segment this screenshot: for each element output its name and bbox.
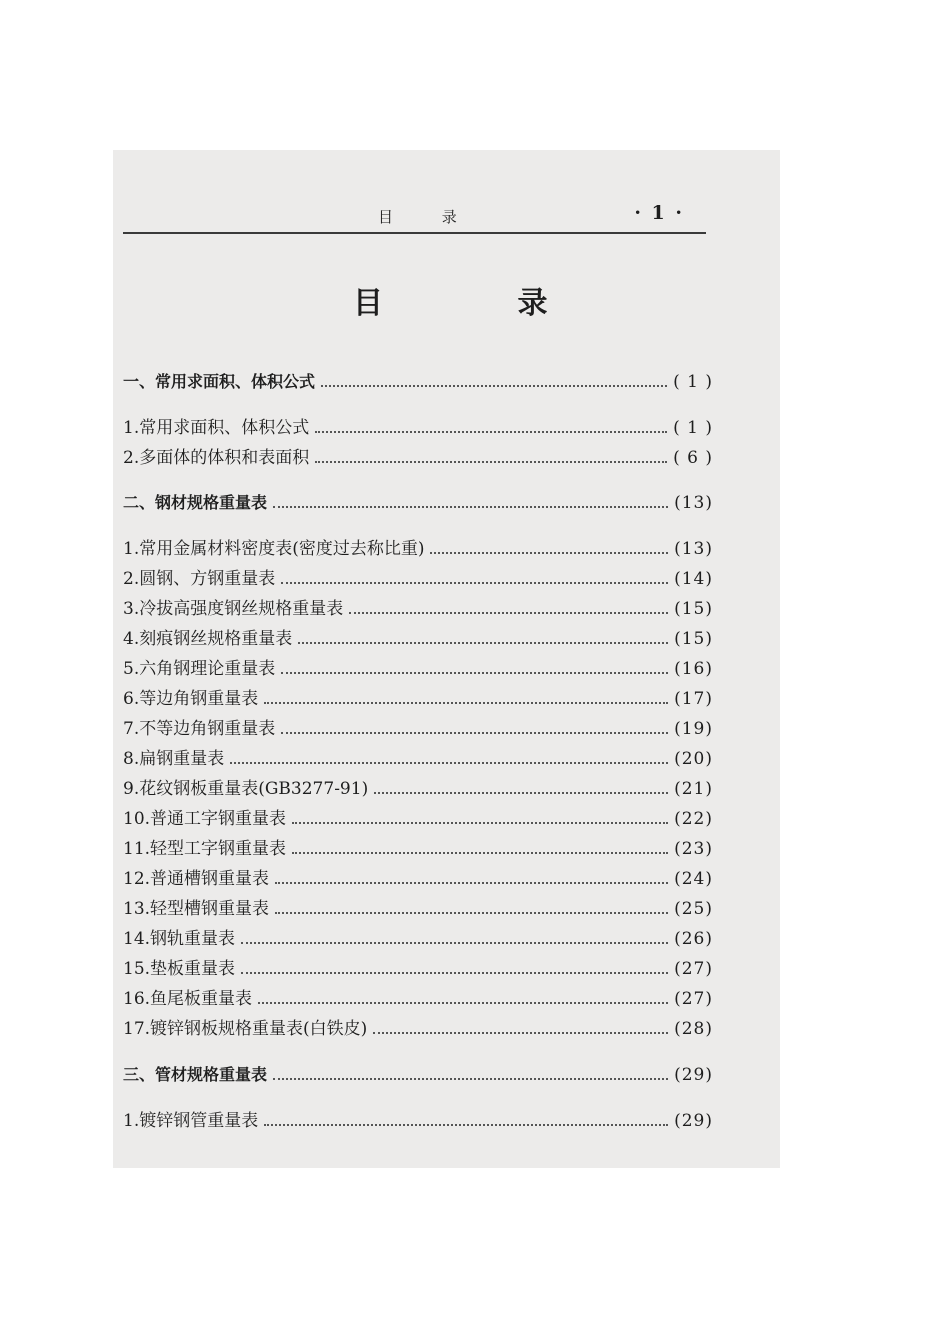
scanned-page	[113, 150, 780, 1168]
toc-label: 9.花纹钢板重量表(GB3277-91)	[123, 779, 369, 799]
toc-label: 13.轻型槽钢重量表	[123, 899, 270, 919]
toc-entry	[123, 1105, 713, 1131]
toc-label: 1.常用金属材料密度表(密度过去称比重)	[123, 539, 425, 559]
toc-entry	[123, 563, 713, 589]
toc-page-number: ( 1 )	[673, 418, 713, 438]
toc-entry	[123, 923, 713, 949]
dot-leader	[298, 642, 668, 644]
dot-leader	[281, 672, 668, 674]
toc-label: 10.普通工字钢重量表	[123, 809, 287, 829]
toc-label: 4.刻痕钢丝规格重量表	[123, 629, 293, 649]
toc-page-number: (13)	[674, 539, 713, 559]
header-title: 目 录	[378, 208, 479, 226]
toc-page-number: (15)	[674, 629, 713, 649]
toc-page-number: (21)	[674, 779, 713, 799]
dot-leader	[315, 431, 667, 433]
toc-page-number: ( 6 )	[673, 448, 713, 468]
toc-entry	[123, 893, 713, 919]
toc-entry	[123, 593, 713, 619]
toc-page-number: (22)	[674, 809, 713, 829]
toc-entry	[123, 683, 713, 709]
dot-leader	[241, 942, 668, 944]
toc-entry	[123, 863, 713, 889]
toc-entry	[123, 713, 713, 739]
toc-page-number: (23)	[674, 839, 713, 859]
dot-leader	[373, 1032, 668, 1034]
toc-page-number: (17)	[674, 689, 713, 709]
toc-entry	[123, 983, 713, 1009]
dot-leader	[292, 852, 668, 854]
toc-section	[123, 487, 713, 513]
toc-entry	[123, 743, 713, 769]
toc-label: 二、钢材规格重量表	[123, 493, 268, 512]
dot-leader	[430, 552, 668, 554]
running-header	[123, 202, 706, 234]
toc-entry	[123, 833, 713, 859]
toc-label: 15.垫板重量表	[123, 959, 236, 979]
toc-entry	[123, 953, 713, 979]
toc-label: 8.扁钢重量表	[123, 749, 225, 769]
dot-leader	[230, 762, 668, 764]
toc-page-number: (20)	[674, 749, 713, 769]
toc-label: 一、常用求面积、体积公式	[123, 372, 316, 391]
toc-label: 5.六角钢理论重量表	[123, 659, 276, 679]
toc-page-number: (13)	[674, 493, 713, 513]
dot-leader	[281, 582, 668, 584]
toc-label: 三、管材规格重量表	[123, 1065, 268, 1084]
page-title: 目 录	[353, 286, 610, 321]
toc-page-number: (29)	[674, 1111, 713, 1131]
toc-page-number: (16)	[674, 659, 713, 679]
dot-leader	[292, 822, 668, 824]
dot-leader	[275, 882, 668, 884]
dot-leader	[273, 1078, 668, 1080]
toc-label: 7.不等边角钢重量表	[123, 719, 276, 739]
toc-entry	[123, 803, 713, 829]
toc-page-number: (14)	[674, 569, 713, 589]
toc-page-number: (19)	[674, 719, 713, 739]
dot-leader	[264, 702, 668, 704]
dot-leader	[374, 792, 668, 794]
toc-page-number: (24)	[674, 869, 713, 889]
toc-page-number: (26)	[674, 929, 713, 949]
toc-section	[123, 366, 713, 392]
toc-label: 16.鱼尾板重量表	[123, 989, 253, 1009]
toc-page-number: (28)	[674, 1019, 713, 1039]
toc-label: 12.普通槽钢重量表	[123, 869, 270, 889]
toc-page-number: (27)	[674, 959, 713, 979]
toc-label: 6.等边角钢重量表	[123, 689, 259, 709]
toc-page-number: ( 1 )	[673, 372, 713, 392]
toc-label: 2.多面体的体积和表面积	[123, 448, 310, 468]
toc-label: 11.轻型工字钢重量表	[123, 839, 287, 859]
dot-leader	[275, 912, 668, 914]
toc-label: 14.钢轨重量表	[123, 929, 236, 949]
toc-label: 1.镀锌钢管重量表	[123, 1111, 259, 1131]
dot-leader	[315, 461, 667, 463]
toc-entry	[123, 412, 713, 438]
dot-leader	[273, 506, 668, 508]
toc-label: 17.镀锌钢板规格重量表(白铁皮)	[123, 1019, 368, 1039]
dot-leader	[241, 972, 668, 974]
toc-entry	[123, 653, 713, 679]
dot-leader	[264, 1124, 668, 1126]
toc-entry	[123, 442, 713, 468]
toc-label: 3.冷拔高强度钢丝规格重量表	[123, 599, 344, 619]
toc-page-number: (29)	[674, 1065, 713, 1085]
toc-section	[123, 1059, 713, 1085]
toc-label: 2.圆钢、方钢重量表	[123, 569, 276, 589]
toc-page-number: (27)	[674, 989, 713, 1009]
dot-leader	[281, 732, 668, 734]
toc-entry	[123, 533, 713, 559]
toc-entry	[123, 773, 713, 799]
dot-leader	[321, 385, 667, 387]
toc-page-number: (25)	[674, 899, 713, 919]
toc-entry	[123, 1013, 713, 1039]
dot-leader	[349, 612, 668, 614]
toc-label: 1.常用求面积、体积公式	[123, 418, 310, 438]
dot-leader	[258, 1002, 668, 1004]
toc-page-number: (15)	[674, 599, 713, 619]
header-page-number: · 1 ·	[634, 202, 684, 224]
toc-entry	[123, 623, 713, 649]
